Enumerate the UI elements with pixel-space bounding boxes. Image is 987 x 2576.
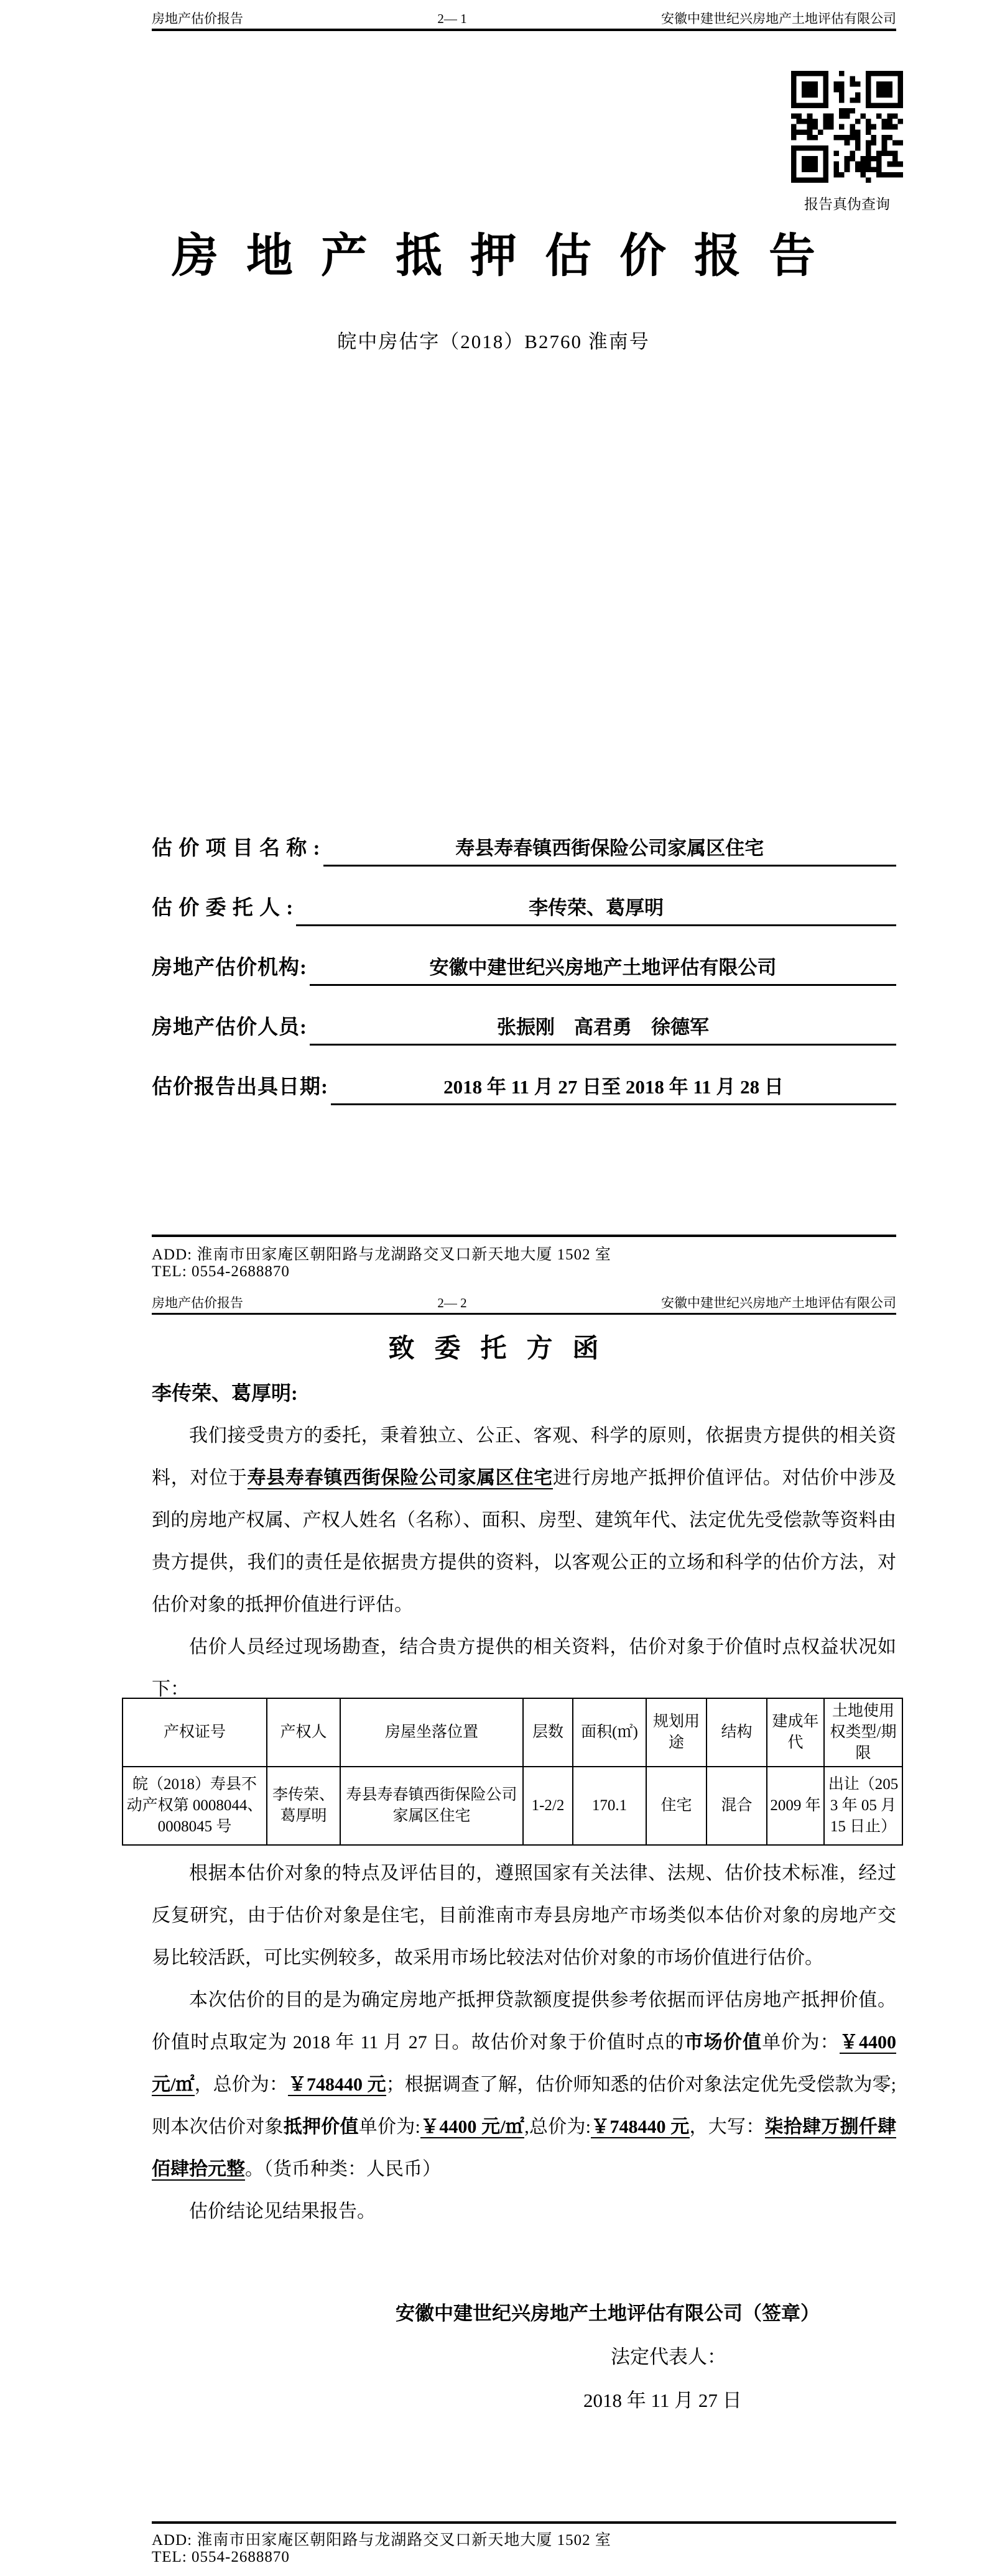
- paragraph-survey: 估价人员经过现场勘查，结合贵方提供的相关资料，估价对象于价值时点权益状况如下：: [152, 1637, 896, 1700]
- field-label: 估价报告出具日期:: [152, 1076, 328, 1098]
- cell-land-use-right: 出让（2053 年 05 月 15 日止）: [824, 1767, 902, 1845]
- page2-header-rule: [152, 1313, 896, 1315]
- mortgage-value-emphasis: 抵押价值: [283, 2117, 359, 2137]
- col-location: 房屋坐落位置: [340, 1698, 523, 1767]
- field-issue-date: [152, 1070, 896, 1105]
- field-agency: [152, 951, 896, 986]
- header-company-name: 安徽中建世纪兴房地产土地评估有限公司: [661, 1295, 896, 1310]
- field-label: 房地产估价机构:: [152, 957, 307, 979]
- table-header-row: [123, 1698, 902, 1767]
- field-label: 估 价 项 目 名 称 :: [152, 837, 321, 860]
- col-floors: 层数: [523, 1698, 573, 1767]
- qr-caption: 报告真伪查询: [804, 196, 890, 212]
- field-label: 房地产估价人员:: [152, 1016, 307, 1039]
- col-planned-use: 规划用途: [646, 1698, 707, 1767]
- field-client: [152, 891, 896, 926]
- letter-body-bottom: [152, 1852, 896, 2233]
- header-company-name: 安徽中建世纪兴房地产土地评估有限公司: [661, 11, 896, 26]
- cell-planned-use: 住宅: [646, 1767, 707, 1845]
- market-value-emphasis: 市场价值: [684, 2032, 762, 2053]
- field-value: 2018 年 11 月 27 日至 2018 年 11 月 28 日: [331, 1071, 896, 1105]
- field-project-name: [152, 832, 896, 867]
- page2-running-header: [152, 1293, 896, 1312]
- page1-footer-phone: TEL: 0554-2688870: [152, 1263, 290, 1280]
- letter-title: 致委托方函: [388, 1335, 619, 1363]
- page2-footer-rule: [152, 2521, 896, 2524]
- page2-footer-phone: TEL: 0554-2688870: [152, 2549, 290, 2565]
- signature-legal-representative: 法定代表人：: [611, 2346, 726, 2368]
- col-owner: 产权人: [267, 1698, 340, 1767]
- amount-in-words: 柒拾肆万捌仟肆佰肆拾元整: [152, 2117, 897, 2179]
- letter-salutation: 李传荣、葛厚明:: [152, 1382, 298, 1404]
- report-title: 房地产抵押估价报告: [171, 231, 843, 282]
- header-doc-type: 房地产估价报告: [152, 11, 243, 26]
- col-year-built: 建成年代: [767, 1698, 824, 1767]
- field-value: 李传荣、葛厚明: [296, 892, 896, 926]
- report-document-number: 皖中房估字（2018）B2760 淮南号: [337, 331, 650, 352]
- field-value: 安徽中建世纪兴房地产土地评估有限公司: [310, 952, 896, 986]
- cover-fields: [152, 832, 896, 1130]
- cell-area: 170.1: [573, 1767, 646, 1845]
- market-total-price: ￥748440 元: [287, 2074, 386, 2095]
- field-appraisers: [152, 1011, 896, 1046]
- cell-year-built: 2009 年: [767, 1767, 824, 1845]
- header-page-number: 2— 1: [437, 11, 467, 26]
- cell-owner: 李传荣、葛厚明: [267, 1767, 340, 1845]
- property-name-emphasis: 寿县寿春镇西街保险公司家属区住宅: [247, 1468, 553, 1488]
- page1-footer-address: ADD: 淮南市田家庵区朝阳路与龙湖路交叉口新天地大厦 1502 室: [152, 1246, 611, 1263]
- header-doc-type: 房地产估价报告: [152, 1295, 243, 1310]
- col-land-use-right: 土地使用权类型/期限: [824, 1698, 902, 1767]
- page1-running-header: [152, 9, 896, 27]
- header-page-number: 2— 2: [437, 1295, 467, 1310]
- col-certificate-no: 产权证号: [123, 1698, 267, 1767]
- page2-footer-address: ADD: 淮南市田家庵区朝阳路与龙湖路交叉口新天地大厦 1502 室: [152, 2532, 611, 2549]
- col-area: 面积(㎡): [573, 1698, 646, 1767]
- field-label: 估 价 委 托 人 :: [152, 897, 294, 919]
- signature-date: 2018 年 11 月 27 日: [583, 2390, 742, 2411]
- paragraph-method: 根据本估价对象的特点及评估目的，遵照国家有关法律、法规、估价技术标准，经过反复研究，由于估价对象是住宅，目前淮南市寿县房地产市场类似本估价对象的房地产交易比较活跃，可比实例较多，故采用市场比较法对估价对象的市场价值进行估价。: [152, 1863, 896, 1968]
- header-rule: [152, 29, 896, 31]
- cell-floors: 1-2/2: [523, 1767, 573, 1845]
- mortgage-unit-price: ￥4400 元/㎡: [420, 2117, 525, 2137]
- paragraph-conclusion-ref: 估价结论见结果报告。: [189, 2201, 376, 2222]
- field-value: 张振刚 高君勇 徐德军: [310, 1011, 896, 1046]
- market-unit-price: ￥4400 元/㎡: [152, 2032, 897, 2095]
- qr-code: [791, 71, 903, 183]
- cell-location: 寿县寿春镇西街保险公司家属区住宅: [340, 1767, 523, 1845]
- cell-certificate-no: 皖（2018）寿县不动产权第 0008044、0008045 号: [123, 1767, 267, 1845]
- field-value: 寿县寿春镇西街保险公司家属区住宅: [323, 832, 897, 867]
- paragraph-valuation: 本次估价的目的是为确定房地产抵押贷款额度提供参考依据而评估房地产抵押价值。价值时点取定为 2018 年 11 月 27 日。故估价对象于价值时点的市场价值单价为：￥4400 元/㎡，总价为：￥748440 元；根据调查了解，估价师知悉的估价对象法定优先受偿款为零;则本次估价对象抵押价值单价为:￥4400 元/㎡,总价为:￥748440 元，大写：柒拾肆万捌仟肆佰肆拾元整。（货币种类：人民币）: [152, 1990, 897, 2179]
- page1-footer-rule: [152, 1235, 896, 1237]
- paragraph-engagement: 我们接受贵方的委托，秉着独立、公正、客观、科学的原则，依据贵方提供的相关资料，对位于寿县寿春镇西街保险公司家属区住宅进行房地产抵押价值评估。对估价中涉及到的房地产权属、产权人姓名（名称）、面积、房型、建筑年代、法定优先受偿款等资料由贵方提供，我们的责任是依据贵方提供的资料，以客观公正的立场和科学的估价方法，对估价对象的抵押价值进行评估。: [152, 1425, 897, 1615]
- cell-structure: 混合: [707, 1767, 767, 1845]
- letter-body-top: [152, 1415, 896, 1711]
- property-rights-table: [122, 1698, 902, 1846]
- col-structure: 结构: [707, 1698, 767, 1767]
- mortgage-total-price: ￥748440 元: [591, 2117, 690, 2137]
- table-row: [123, 1767, 902, 1845]
- signature-company: 安徽中建世纪兴房地产土地评估有限公司（签章）: [396, 2302, 820, 2324]
